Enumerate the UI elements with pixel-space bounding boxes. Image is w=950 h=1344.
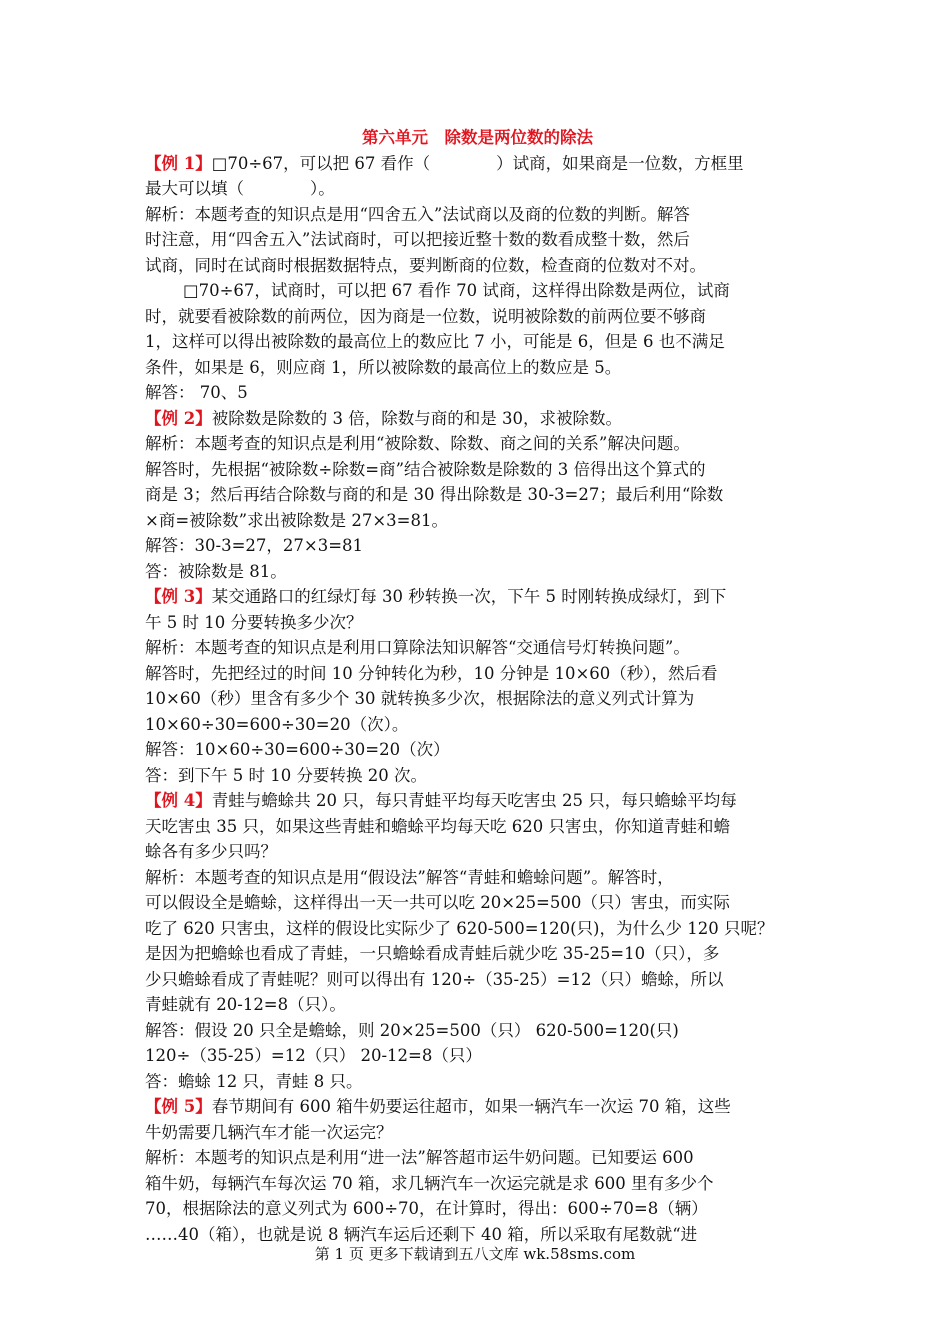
analysis-line: 解析：本题考查的知识点是用“假设法”解答“青蛙和蟾蜍问题”。解答时， [145, 867, 674, 887]
question-line: 【例 2】被除数是除数的 3 倍，除数与商的和是 30，求被除数。 [145, 408, 622, 428]
example-1 [145, 151, 810, 406]
result-line: 答：到下午 5 时 10 分要转换 20 次。 [145, 765, 427, 785]
example-tag: 【例 5】 [145, 1097, 212, 1116]
example-tag: 【例 4】 [145, 791, 212, 810]
example-tag: 【例 2】 [145, 408, 212, 428]
analysis-line: 解析：本题考查的知识点是利用“被除数、除数、商之间的关系”解决问题。 [145, 434, 690, 453]
page-footer: 第 1 页 更多下载请到五八文库 wk.58sms.com [314, 1245, 636, 1263]
answer-line: 解答：10×60÷30=600÷30=20（次） [145, 740, 450, 759]
analysis-line: 解析：本题考查的知识点是利用口算除法知识解答“交通信号灯转换问题”。 [145, 638, 690, 657]
answer-line: 解答：30-3=27，27×3=81 [145, 536, 364, 555]
analysis-line: 条件，如果是 6，则应商 1，所以被除数的最高位上的数应是 5。 [145, 357, 622, 377]
analysis-line: 时注意，用“四舍五入”法试商时，可以把接近整十数的数看成整十数，然后 [145, 230, 690, 249]
example-3 [145, 584, 810, 788]
example-4 [145, 788, 810, 1094]
analysis-line: 青蛙就有 20-12=8（只）。 [145, 995, 346, 1014]
analysis-line: 解答时，先把经过的时间 10 分钟转化为秒，10 分钟是 10×60（秒），然后看 [145, 663, 718, 683]
question-line: 【例 3】某交通路口的红绿灯每 30 秒转换一次，下午 5 时刚转换成绿灯，到下 [145, 587, 727, 606]
analysis-line: 商是 3；然后再结合除数与商的和是 30 得出除数是 30-3=27；最后利用“除数 [145, 485, 724, 504]
analysis-line: 70，根据除法的意义列式为 600÷70，在计算时，得出：600÷70=8（辆） [145, 1199, 708, 1218]
result-line: 答：被除数是 81。 [145, 561, 287, 581]
result-line: 答：蟾蜍 12 只，青蛙 8 只。 [145, 1071, 363, 1091]
example-2 [145, 406, 810, 585]
answer-line: 解答：假设 20 只全是蟾蜍，则 20×25=500（只） 620-500=120(只) [145, 1020, 679, 1040]
analysis-line: 解析：本题考的知识点是利用“进一法”解答超市运牛奶问题。已知要运 600 [145, 1148, 694, 1167]
question-line: 牛奶需要几辆汽车才能一次运完？ [145, 1122, 393, 1142]
analysis-line: 1，这样可以得出被除数的最高位上的数应比 7 小，可能是 6，但是 6 也不满足 [145, 332, 725, 351]
answer-line: 120÷（35-25）=12（只） 20-12=8（只） [145, 1046, 482, 1065]
question-line: 最大可以填（ ）。 [145, 179, 335, 198]
answer-line: 解答： 70、5 [145, 383, 248, 402]
analysis-line: 解析：本题考查的知识点是用“四舍五入”法试商以及商的位数的判断。解答 [145, 204, 690, 224]
analysis-line: 可以假设全是蟾蜍，这样得出一天一共可以吃 20×25=500（只）害虫，而实际 [145, 893, 730, 912]
analysis-line: 解答时，先根据“被除数÷除数=商”结合被除数是除数的 3 倍得出这个算式的 [145, 459, 706, 479]
analysis-line: 10×60÷30=600÷30=20（次）。 [145, 714, 409, 734]
example-tag: 【例 3】 [145, 587, 212, 606]
analysis-line: 是因为把蟾蜍也看成了青蛙，一只蟾蜍看成青蛙后就少吃 35-25=10（只），多 [145, 944, 720, 963]
analysis-line: 试商，同时在试商时根据数据特点，要判断商的位数，检查商的位数对不对。 [145, 255, 706, 275]
analysis-line: □70÷67，试商时，可以把 67 看作 70 试商，这样得出除数是两位，试商 [183, 281, 730, 300]
analysis-line: ……40（箱），也就是说 8 辆汽车运后还剩下 40 箱，所以采取有尾数就“进 [145, 1224, 698, 1244]
analysis-line: 吃了 620 只害虫，这样的假设比实际少了 620-500=120(只)，为什么少 120 只呢？ [145, 918, 774, 938]
question-line: 蜍各有多少只吗？ [145, 842, 277, 861]
analysis-line: 10×60（秒）里含有多少个 30 就转换多少次，根据除法的意义列式计算为 [145, 689, 695, 708]
example-tag: 【例 1】 [145, 153, 212, 173]
page-title: 第六单元 除数是两位数的除法 [362, 128, 593, 147]
question-line: 午 5 时 10 分要转换多少次？ [145, 612, 363, 632]
document-page [145, 125, 810, 1247]
question-line: 天吃害虫 35 只，如果这些青蛙和蟾蜍平均每天吃 620 只害虫，你知道青蛙和蟾 [145, 816, 730, 836]
analysis-line: 时，就要看被除数的前两位，因为商是一位数，说明被除数的前两位要不够商 [145, 306, 706, 326]
question-line: 【例 5】春节期间有 600 箱牛奶要运往超市，如果一辆汽车一次运 70 箱，这些 [145, 1097, 731, 1116]
question-line: 【例 4】青蛙与蟾蜍共 20 只，每只青蛙平均每天吃害虫 25 只，每只蟾蜍平均每 [145, 791, 737, 810]
analysis-line: 箱牛奶，每辆汽车每次运 70 箱，求几辆汽车一次运完就是求 600 里有多少个 [145, 1173, 714, 1193]
analysis-line: ×商=被除数”求出被除数是 27×3=81。 [145, 510, 448, 530]
example-5 [145, 1094, 810, 1247]
analysis-line: 少只蟾蜍看成了青蛙呢？则可以得出有 120÷（35-25）=12（只）蟾蜍，所以 [145, 969, 724, 989]
question-line: 【例 1】□70÷67，可以把 67 看作（ ）试商，如果商是一位数，方框里 [145, 153, 744, 173]
